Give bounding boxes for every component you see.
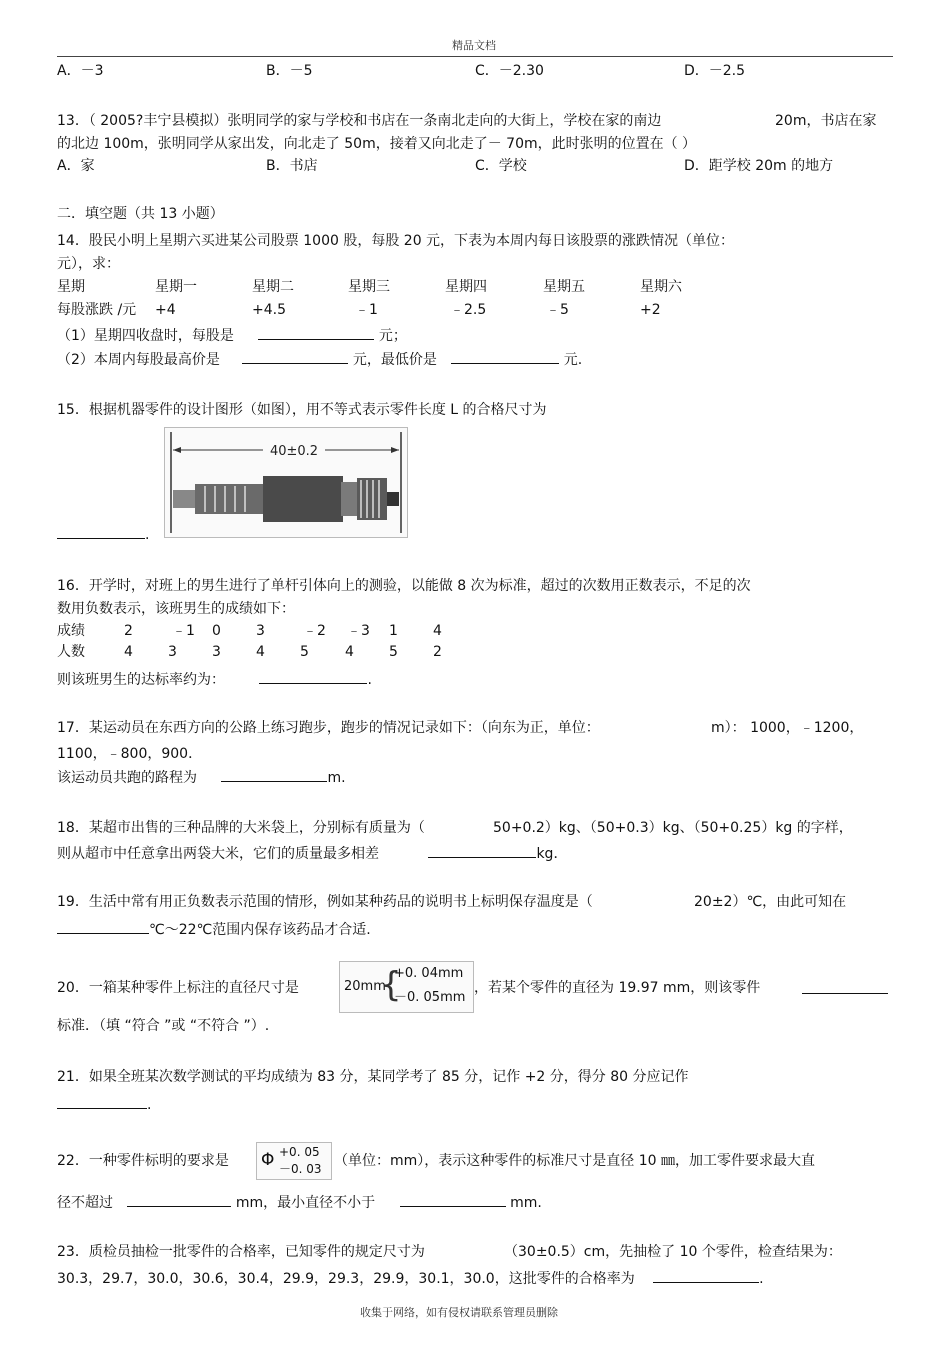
q19-answer bbox=[57, 919, 371, 939]
table-cell: 0 bbox=[212, 623, 221, 639]
table-cell: +2 bbox=[640, 302, 661, 318]
brace-icon: { bbox=[380, 965, 402, 1005]
q15-line1: 15．根据机器零件的设计图形（如图），用不等式表示零件长度 L 的合格尺寸为 bbox=[57, 402, 547, 418]
answer-blank[interactable] bbox=[400, 1192, 506, 1207]
q20-line2: 标准．（填 “符合 ”或 “不符合 ”）. bbox=[57, 1018, 270, 1034]
q22-mid: （单位：mm），表示这种零件的标准尺寸是直径 10 ㎜，加工零件要求最大直 bbox=[334, 1153, 815, 1169]
q16-answer bbox=[57, 669, 372, 689]
answer-blank[interactable] bbox=[127, 1192, 231, 1207]
q13-option-d: D．距学校 20m 的地方 bbox=[684, 158, 834, 174]
q16-line1: 16．开学时，对班上的男生进行了单杆引体向上的测验，以能做 8 次为标准，超过的次数用正数表示，不足的次 bbox=[57, 578, 751, 594]
q15-answer bbox=[57, 524, 149, 544]
table-cell: 5 bbox=[300, 644, 309, 660]
q14-part2 bbox=[57, 349, 582, 369]
q13-option-a: A．家 bbox=[57, 158, 95, 174]
table-cell: 每股涨跌 /元 bbox=[57, 302, 137, 318]
q17-suffix: m. bbox=[327, 770, 346, 786]
tolerance-lower: －0. 03 bbox=[279, 1162, 322, 1176]
q14-part2-text: （2）本周内每股最高价是 bbox=[57, 352, 220, 368]
q14-part1-text: （1）星期四收盘时，每股是 bbox=[57, 328, 234, 344]
q22-line2-suffix: mm. bbox=[510, 1195, 542, 1211]
tolerance-lower: －0. 05mm bbox=[394, 990, 466, 1005]
q17-line1-end: m）： 1000，﹣1200， bbox=[711, 720, 864, 736]
q21-answer bbox=[57, 1094, 151, 1114]
q15-suffix: . bbox=[145, 527, 150, 543]
q20-mid: ，若某个零件的直径为 19.97 mm，则该零件 bbox=[474, 980, 761, 996]
table-cell: 星期 bbox=[57, 279, 85, 295]
tolerance-figure bbox=[339, 961, 474, 1013]
table-cell: ﹣1 bbox=[355, 302, 378, 318]
table-cell: 星期二 bbox=[252, 279, 294, 295]
table-cell: 5 bbox=[389, 644, 398, 660]
table-cell: 4 bbox=[124, 644, 133, 660]
answer-blank[interactable] bbox=[57, 1094, 147, 1109]
table-cell: 星期六 bbox=[640, 279, 682, 295]
q22-line2 bbox=[57, 1192, 542, 1212]
q17-line2: 1100，﹣800，900． bbox=[57, 746, 203, 762]
table-cell: 3 bbox=[212, 644, 221, 660]
table-cell: 4 bbox=[433, 623, 442, 639]
q23-answer bbox=[57, 1268, 764, 1288]
section-title: 二．填空题（共 13 小题） bbox=[57, 206, 224, 222]
q21-suffix: . bbox=[147, 1097, 152, 1113]
q20-answer bbox=[802, 979, 888, 999]
q22-prefix: 22．一种零件标明的要求是 bbox=[57, 1153, 229, 1169]
answer-blank[interactable] bbox=[258, 325, 374, 340]
q13-option-c: C．学校 bbox=[475, 158, 527, 174]
tolerance-base: 20mm bbox=[344, 979, 386, 994]
diameter-figure bbox=[256, 1142, 332, 1180]
q19-line1: 19．生活中常有用正负数表示范围的情形，例如某种药品的说明书上标明保存温度是（ bbox=[57, 894, 593, 910]
page-header: 精品文档 bbox=[452, 39, 496, 52]
q18-suffix: kg． bbox=[536, 846, 568, 862]
table-cell: +4.5 bbox=[252, 302, 286, 318]
answer-blank[interactable] bbox=[802, 979, 888, 994]
q18-answer bbox=[57, 843, 567, 863]
q12-option-a: A．－3 bbox=[57, 63, 104, 79]
answer-blank[interactable] bbox=[57, 524, 145, 539]
answer-blank[interactable] bbox=[653, 1268, 759, 1283]
q18-line1-end: 50+0.2）kg、（50+0.3）kg、（50+0.25）kg 的字样， bbox=[493, 820, 853, 836]
table-cell: 星期三 bbox=[348, 279, 390, 295]
q22-line2-prefix: 径不超过 bbox=[57, 1195, 113, 1211]
table-cell: ﹣1 bbox=[172, 623, 195, 639]
q13-line1: 13．（ 2005?丰宁县模拟）张明同学的家与学校和书店在一条南北走向的大街上，学校在家的南边 bbox=[57, 113, 662, 129]
q17-prompt: 该运动员共跑的路程为 bbox=[57, 770, 197, 786]
table-cell: 成绩 bbox=[57, 623, 85, 639]
answer-blank[interactable] bbox=[428, 843, 536, 858]
q12-option-d: D．－2.5 bbox=[684, 63, 746, 79]
table-cell: 2 bbox=[433, 644, 442, 660]
answer-blank[interactable] bbox=[259, 669, 367, 684]
table-cell: 3 bbox=[256, 623, 265, 639]
header-rule bbox=[57, 56, 893, 57]
q23-line2: 30.3，29.7，30.0，30.6，30.4，29.9，29.3，29.9，30.1，30.0，这批零件的合格率为 bbox=[57, 1271, 635, 1287]
q21-line1: 21．如果全班某次数学测试的平均成绩为 83 分，某同学考了 85 分，记作 +2 分，得分 80 分应记作 bbox=[57, 1069, 689, 1085]
tolerance-upper: +0. 05 bbox=[279, 1145, 320, 1159]
q16-prompt: 则该班男生的达标率约为： bbox=[57, 672, 225, 688]
q17-answer bbox=[57, 767, 346, 787]
q20-prefix: 20．一箱某种零件上标注的直径尺寸是 bbox=[57, 980, 299, 996]
spark-plug-drawing bbox=[165, 428, 407, 537]
answer-blank[interactable] bbox=[221, 767, 327, 782]
q17-line1: 17．某运动员在东西方向的公路上练习跑步，跑步的情况记录如下：（向东为正，单位： bbox=[57, 720, 600, 736]
q19-line2: ℃～22℃范围内保存该药品才合适. bbox=[149, 922, 371, 938]
q14-part1 bbox=[57, 325, 407, 345]
q13-line2: 的北边 100m，张明同学从家出发，向北走了 50m，接着又向北走了－ 70m，此时张明的位置在（ ） bbox=[57, 136, 697, 152]
table-cell: 4 bbox=[256, 644, 265, 660]
table-cell: 3 bbox=[168, 644, 177, 660]
answer-blank[interactable] bbox=[242, 349, 348, 364]
table-cell: 1 bbox=[389, 623, 398, 639]
q12-option-c: C．－2.30 bbox=[475, 63, 544, 79]
q12-option-b: B．－5 bbox=[266, 63, 313, 79]
table-cell: ﹣2.5 bbox=[450, 302, 487, 318]
q13-line1-end: 20m，书店在家 bbox=[775, 113, 877, 129]
q22-line2-mid: mm，最小直径不小于 bbox=[235, 1195, 376, 1211]
q18-line2: 则从超市中任意拿出两袋大米，它们的质量最多相差 bbox=[57, 846, 379, 862]
q14-line1: 14．股民小明上星期六买进某公司股票 1000 股，每股 20 元，下表为本周内每日该股票的涨跌情况（单位： bbox=[57, 233, 735, 249]
table-cell: ﹣5 bbox=[546, 302, 569, 318]
table-cell: 星期五 bbox=[543, 279, 585, 295]
q14-part2-mid: 元，最低价是 bbox=[352, 352, 437, 368]
q23-line1: 23．质检员抽检一批零件的合格率，已知零件的规定尺寸为 bbox=[57, 1244, 425, 1260]
page-footer: 收集于网络，如有侵权请联系管理员删除 bbox=[360, 1306, 558, 1319]
table-cell: 4 bbox=[345, 644, 354, 660]
q16-line2: 数用负数表示，该班男生的成绩如下： bbox=[57, 601, 295, 617]
table-cell: 2 bbox=[124, 623, 133, 639]
table-cell: 星期四 bbox=[445, 279, 487, 295]
dimension-label: 40±0.2 bbox=[269, 444, 319, 459]
q14-part1-suffix: 元； bbox=[378, 328, 407, 344]
answer-blank[interactable] bbox=[451, 349, 559, 364]
q23-line1-end: （30±0.5）cm，先抽检了 10 个零件，检查结果为： bbox=[504, 1244, 842, 1260]
table-cell: ﹣2 bbox=[303, 623, 326, 639]
table-cell: 人数 bbox=[57, 644, 85, 660]
q16-suffix: . bbox=[367, 672, 372, 688]
table-cell: +4 bbox=[155, 302, 176, 318]
diameter-symbol: Φ bbox=[261, 1150, 275, 1170]
q13-option-b: B．书店 bbox=[266, 158, 318, 174]
q14-part2-suffix: 元. bbox=[563, 352, 583, 368]
q18-line1: 18．某超市出售的三种品牌的大米袋上，分别标有质量为（ bbox=[57, 820, 425, 836]
q23-suffix: . bbox=[759, 1271, 764, 1287]
q14-line2: 元），求： bbox=[57, 256, 120, 272]
tolerance-upper: +0. 04mm bbox=[394, 966, 464, 981]
table-cell: 星期一 bbox=[155, 279, 197, 295]
table-cell: ﹣3 bbox=[347, 623, 370, 639]
q19-line1-end: 20±2）℃，由此可知在 bbox=[694, 894, 847, 910]
spark-plug-figure bbox=[164, 427, 408, 538]
answer-blank[interactable] bbox=[57, 919, 149, 934]
